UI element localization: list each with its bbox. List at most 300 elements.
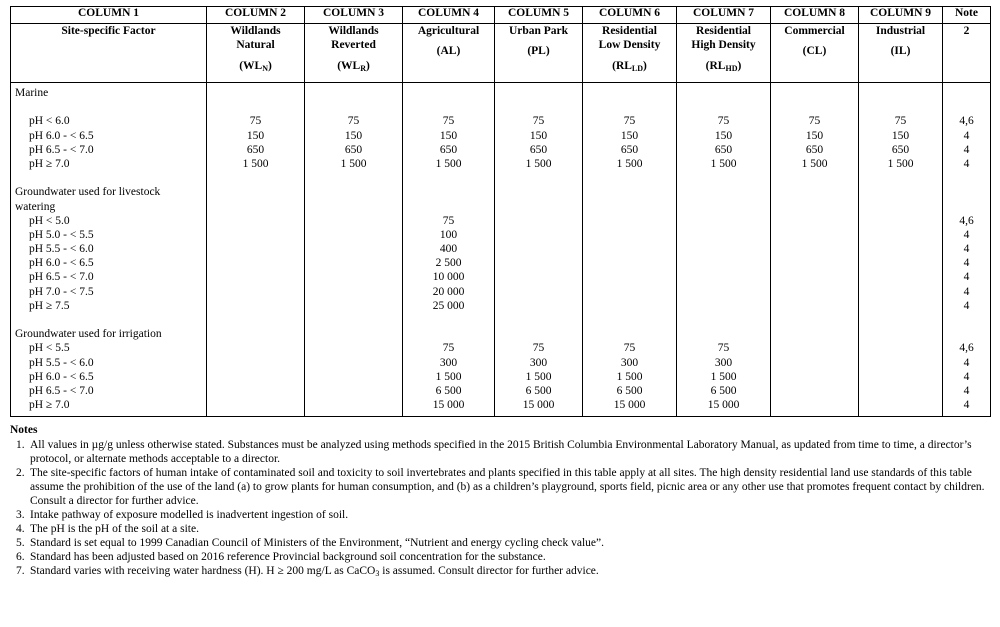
row-note: 4 — [963, 370, 970, 383]
row-value — [207, 299, 304, 313]
note-item — [10, 564, 990, 578]
row-value — [859, 384, 942, 398]
row-label: pH ≥ 7.0 — [29, 157, 70, 170]
row-label: pH 6.0 - < 6.5 — [29, 370, 94, 383]
group-gap — [677, 171, 770, 185]
row-value: 150 — [246, 129, 265, 142]
row-value — [771, 256, 858, 270]
values-rl-ld — [583, 83, 676, 416]
row-value — [859, 285, 942, 299]
row-value — [771, 299, 858, 313]
row-label: pH 6.5 - < 7.0 — [29, 143, 94, 156]
note-item — [10, 438, 990, 466]
row-value — [495, 256, 582, 270]
row-value — [305, 242, 402, 256]
group-title-spacer — [305, 86, 402, 100]
row-value: 1 500 — [616, 370, 643, 383]
row-value: 75 — [717, 115, 730, 128]
group-title-spacer — [305, 185, 402, 199]
row-value: 1 500 — [435, 370, 462, 383]
row-value — [859, 270, 942, 284]
row-value: 2 500 — [435, 257, 462, 270]
row-value: 75 — [347, 115, 360, 128]
row-label: pH 6.5 - < 7.0 — [29, 271, 94, 284]
group-title-spacer — [207, 185, 304, 199]
row-value: 650 — [714, 143, 733, 156]
row-value — [677, 270, 770, 284]
factor-labels — [11, 83, 206, 416]
row-value — [207, 384, 304, 398]
group-title-spacer — [583, 200, 676, 214]
header-rl-hd-line2: High Density — [691, 39, 756, 52]
row-value: 650 — [439, 143, 458, 156]
header-column-4: COLUMN 4 — [403, 7, 495, 24]
row-value — [207, 370, 304, 384]
values-il — [859, 83, 942, 416]
group-title-spacer — [207, 327, 304, 341]
note-number: 5. — [16, 537, 25, 550]
after-group-title-spacer — [943, 100, 990, 114]
note-text: Standard varies with receiving water hardness (H). H ≥ 200 mg/L as CaCO$_3$ is assumed. Consult director for further advice. — [30, 565, 599, 579]
row-value — [583, 256, 676, 270]
group-gap — [403, 313, 494, 327]
row-value: 1 500 — [710, 370, 737, 383]
header-al-line1: Agricultural — [417, 25, 480, 37]
header-residential-low-density — [583, 24, 677, 83]
after-group-title-spacer — [677, 100, 770, 114]
row-value: 650 — [620, 143, 639, 156]
row-value: 1 500 — [801, 157, 828, 170]
row-value — [207, 341, 304, 355]
row-value: 300 — [529, 356, 548, 369]
row-value: 150 — [805, 129, 824, 142]
row-value: 150 — [891, 129, 910, 142]
row-value: 6 500 — [616, 384, 643, 397]
header-column-3: COLUMN 3 — [305, 7, 403, 24]
header-column-7: COLUMN 7 — [677, 7, 771, 24]
row-value — [771, 270, 858, 284]
values-pl — [495, 83, 582, 416]
group-gap — [495, 313, 582, 327]
values-cl — [771, 83, 858, 416]
row-value — [677, 214, 770, 228]
group-title-spacer — [207, 200, 304, 214]
header-rl-hd-line1: Residential — [696, 25, 751, 37]
row-value — [207, 214, 304, 228]
row-value: 150 — [439, 129, 458, 142]
row-value: 75 — [442, 342, 455, 355]
row-value: 1 500 — [340, 157, 367, 170]
group-title: Marine — [15, 87, 49, 99]
header-industrial — [859, 24, 943, 83]
row-value — [305, 341, 402, 355]
values-note — [943, 83, 990, 416]
header-pl-code: (PL) — [527, 45, 550, 58]
body-col-cl — [771, 83, 859, 417]
row-note: 4 — [963, 257, 970, 270]
header-residential-high-density — [677, 24, 771, 83]
group-gap — [583, 171, 676, 185]
notes-heading: Notes — [10, 424, 38, 437]
group-title-spacer — [677, 86, 770, 100]
row-value: 1 500 — [242, 157, 269, 170]
group-gap — [495, 171, 582, 185]
soil-standards-table — [10, 6, 991, 417]
note-item — [10, 508, 990, 522]
group-title-spacer — [943, 86, 990, 100]
row-value — [495, 214, 582, 228]
row-value: 1 500 — [710, 157, 737, 170]
note-item — [10, 466, 990, 508]
body-col-wl-n — [207, 83, 305, 417]
row-value — [583, 228, 676, 242]
body-col-pl — [495, 83, 583, 417]
row-note: 4 — [963, 271, 970, 284]
header-site-specific-factor — [11, 24, 207, 83]
row-value — [771, 384, 858, 398]
after-group-title-spacer — [305, 100, 402, 114]
header-column-1: COLUMN 1 — [11, 7, 207, 24]
group-gap — [15, 171, 206, 185]
row-value — [771, 398, 858, 412]
group-title-spacer — [403, 86, 494, 100]
row-value: 15 000 — [613, 399, 646, 412]
group-title-spacer — [771, 86, 858, 100]
row-value — [677, 285, 770, 299]
row-value: 75 — [717, 342, 730, 355]
note-number: 1. — [16, 439, 25, 452]
group-title-spacer — [859, 327, 942, 341]
group-gap — [305, 313, 402, 327]
row-value — [677, 256, 770, 270]
row-value: 1 500 — [616, 157, 643, 170]
row-label: pH 6.0 - < 6.5 — [29, 129, 94, 142]
row-value — [207, 242, 304, 256]
row-value — [305, 270, 402, 284]
row-value — [207, 285, 304, 299]
row-value — [305, 370, 402, 384]
group-title-spacer — [771, 327, 858, 341]
header-wl-n-code: $(WL_N)$ — [239, 59, 272, 73]
group-title-spacer — [771, 185, 858, 199]
group-title-spacer — [859, 200, 942, 214]
group-gap — [583, 313, 676, 327]
row-value — [859, 356, 942, 370]
row-value — [495, 270, 582, 284]
body-col-al — [403, 83, 495, 417]
row-value: 300 — [439, 356, 458, 369]
body-col-il — [859, 83, 943, 417]
header-wildlands-natural — [207, 24, 305, 83]
group-title-spacer — [495, 86, 582, 100]
group-title-spacer — [403, 185, 494, 199]
group-gap — [859, 313, 942, 327]
row-value — [207, 398, 304, 412]
header-rl-hd-code: $(RL_{HD})$ — [705, 59, 742, 73]
group-title-spacer — [859, 86, 942, 100]
values-wl-n — [207, 83, 304, 416]
group-title-spacer — [943, 200, 990, 214]
group-title-spacer — [583, 327, 676, 341]
after-group-title-spacer — [15, 100, 206, 114]
header-pl-line1: Urban Park — [508, 25, 569, 37]
row-value — [859, 228, 942, 242]
row-value — [305, 228, 402, 242]
row-value — [583, 270, 676, 284]
group-title-spacer — [305, 327, 402, 341]
row-value: 1 500 — [525, 157, 552, 170]
row-value — [771, 285, 858, 299]
note-text: Intake pathway of exposure modelled is inadvertent ingestion of soil. — [30, 509, 349, 522]
row-value — [859, 341, 942, 355]
group-title-spacer — [583, 86, 676, 100]
row-note: 4 — [963, 356, 970, 369]
group-gap — [403, 171, 494, 185]
group-gap — [771, 313, 858, 327]
row-label: pH 5.5 - < 6.0 — [29, 243, 94, 256]
row-value: 6 500 — [435, 384, 462, 397]
row-label: pH < 5.0 — [29, 214, 70, 227]
row-value: 100 — [439, 228, 458, 241]
row-note: 4 — [963, 384, 970, 397]
after-group-title-spacer — [771, 100, 858, 114]
values-rl-hd — [677, 83, 770, 416]
row-value — [771, 214, 858, 228]
row-label: pH 5.5 - < 6.0 — [29, 356, 94, 369]
row-value — [207, 270, 304, 284]
group-title-spacer — [207, 86, 304, 100]
group-title: watering — [15, 200, 56, 213]
note-item — [10, 550, 990, 564]
note-number: 4. — [16, 523, 25, 536]
row-value — [677, 299, 770, 313]
row-value: 150 — [620, 129, 639, 142]
row-value: 150 — [529, 129, 548, 142]
row-value: 75 — [442, 115, 455, 128]
header-column-8: COLUMN 8 — [771, 7, 859, 24]
row-value: 150 — [714, 129, 733, 142]
note-text: Standard has been adjusted based on 2016 reference Provincial background soil concentration for the substance. — [30, 551, 546, 564]
group-gap — [859, 171, 942, 185]
row-value — [677, 228, 770, 242]
header-column-note: Note — [943, 7, 991, 24]
group-gap — [943, 313, 990, 327]
row-value: 1 500 — [887, 157, 914, 170]
group-title-spacer — [403, 200, 494, 214]
header-wl-n-line2: Natural — [236, 39, 275, 52]
after-group-title-spacer — [403, 100, 494, 114]
row-value: 75 — [249, 115, 262, 128]
header-agricultural — [403, 24, 495, 83]
group-gap — [771, 171, 858, 185]
group-gap — [305, 171, 402, 185]
group-gap — [943, 171, 990, 185]
header-column-2: COLUMN 2 — [207, 7, 305, 24]
row-value: 75 — [808, 115, 821, 128]
after-group-title-spacer — [495, 100, 582, 114]
group-title: Groundwater used for irrigation — [15, 328, 162, 341]
group-gap — [207, 171, 304, 185]
group-title-spacer — [495, 327, 582, 341]
row-value — [305, 299, 402, 313]
group-title-spacer — [677, 200, 770, 214]
table-header-row-landuse — [11, 24, 991, 83]
row-value — [305, 384, 402, 398]
header-column-9: COLUMN 9 — [859, 7, 943, 24]
row-value — [207, 228, 304, 242]
row-value — [583, 242, 676, 256]
row-label: pH 7.0 - < 7.5 — [29, 285, 94, 298]
body-col-rl-hd — [677, 83, 771, 417]
row-value: 15 000 — [522, 399, 555, 412]
row-value — [305, 356, 402, 370]
header-wl-r-line1: Wildlands — [328, 25, 379, 37]
note-text: Standard is set equal to 1999 Canadian Council of Ministers of the Environment, “Nutrient and energy cycling check value”. — [30, 537, 604, 550]
header-rl-ld-line2: Low Density — [598, 39, 661, 52]
body-col-rl-ld — [583, 83, 677, 417]
header-il-code: (IL) — [890, 45, 911, 58]
row-note: 4 — [963, 143, 970, 156]
row-value — [771, 242, 858, 256]
header-note-ref — [943, 24, 991, 83]
row-value: 15 000 — [432, 399, 465, 412]
note-number: 3. — [16, 509, 25, 522]
row-value: 75 — [623, 342, 636, 355]
row-note: 4 — [963, 157, 970, 170]
note-text: The site-specific factors of human intake of contaminated soil and toxicity to soil invertebrates and plants specified in this table apply at all sites. The high density residential land use standards of this table assume the prohibition of the use of the land (a) to grow plants for human consumption, and (b) as a children’s playground, sports field, picnic area or any other use that promotes frequent contact by children. Consult a director for further advice. — [30, 467, 985, 508]
group-title-spacer — [495, 185, 582, 199]
group-gap — [677, 313, 770, 327]
values-wl-r — [305, 83, 402, 416]
row-label: pH < 5.5 — [29, 342, 70, 355]
header-commercial — [771, 24, 859, 83]
group-title-spacer — [305, 200, 402, 214]
header-column-5: COLUMN 5 — [495, 7, 583, 24]
row-value: 300 — [714, 356, 733, 369]
group-title-spacer — [403, 327, 494, 341]
row-note: 4,6 — [959, 115, 974, 128]
row-value: 75 — [442, 214, 455, 227]
row-value: 10 000 — [432, 271, 465, 284]
row-value — [771, 228, 858, 242]
row-note: 4,6 — [959, 342, 974, 355]
row-value: 1 500 — [435, 157, 462, 170]
row-label: pH 5.0 - < 5.5 — [29, 228, 94, 241]
row-value: 25 000 — [432, 299, 465, 312]
header-cl-line1: Commercial — [784, 25, 845, 37]
group-title: Groundwater used for livestock — [15, 186, 161, 199]
note-text: All values in µg/g unless otherwise stated. Substances must be analyzed using methods specified in the 2015 British Columbia Environmental Laboratory Manual, as updated from time to time, a director’s protocol, or alternate methods acceptable to a director. — [30, 439, 972, 466]
row-value: 20 000 — [432, 285, 465, 298]
row-value — [859, 256, 942, 270]
row-value: 650 — [529, 143, 548, 156]
row-value — [771, 370, 858, 384]
header-rl-ld-line1: Residential — [602, 25, 657, 37]
row-value: 650 — [344, 143, 363, 156]
row-value — [677, 242, 770, 256]
row-note: 4 — [963, 285, 970, 298]
header-rl-ld-code: $(RL_{LD})$ — [612, 59, 647, 73]
table-header-row-columns — [11, 7, 991, 24]
header-wl-r-code: $(WL_R)$ — [337, 59, 370, 73]
row-value — [495, 285, 582, 299]
row-label: pH < 6.0 — [29, 115, 70, 128]
header-column-6: COLUMN 6 — [583, 7, 677, 24]
row-value — [495, 242, 582, 256]
row-label: pH 6.5 - < 7.0 — [29, 384, 94, 397]
group-gap — [207, 313, 304, 327]
group-title-spacer — [583, 185, 676, 199]
note-text: The pH is the pH of the soil at a site. — [30, 523, 199, 536]
row-note: 4 — [963, 243, 970, 256]
header-wl-n-line1: Wildlands — [230, 25, 281, 37]
row-label: pH ≥ 7.5 — [29, 299, 70, 312]
body-col-wl-r — [305, 83, 403, 417]
row-value: 6 500 — [710, 384, 737, 397]
after-group-title-spacer — [859, 100, 942, 114]
row-value: 6 500 — [525, 384, 552, 397]
table-body-row — [11, 83, 991, 417]
group-title-spacer — [495, 200, 582, 214]
row-value: 75 — [894, 115, 907, 128]
row-value: 300 — [620, 356, 639, 369]
group-title-spacer — [943, 185, 990, 199]
row-value — [771, 341, 858, 355]
after-group-title-spacer — [583, 100, 676, 114]
row-value — [583, 214, 676, 228]
group-gap — [15, 313, 206, 327]
note-number: 2. — [16, 467, 25, 480]
header-wl-r-line2: Reverted — [331, 39, 376, 52]
row-value — [495, 299, 582, 313]
row-note: 4 — [963, 228, 970, 241]
note-item — [10, 536, 990, 550]
row-value: 1 500 — [525, 370, 552, 383]
note-number: 6. — [16, 551, 25, 564]
note-number: 7. — [16, 565, 25, 578]
row-value — [859, 370, 942, 384]
row-value — [207, 256, 304, 270]
row-value — [207, 356, 304, 370]
row-value: 150 — [344, 129, 363, 142]
note-item — [10, 522, 990, 536]
group-title-spacer — [771, 200, 858, 214]
group-title-spacer — [677, 327, 770, 341]
row-value: 75 — [623, 115, 636, 128]
header-il-line1: Industrial — [875, 25, 926, 37]
body-col-note — [943, 83, 991, 417]
after-group-title-spacer — [207, 100, 304, 114]
row-value: 75 — [532, 342, 545, 355]
row-value — [583, 299, 676, 313]
row-value — [859, 242, 942, 256]
row-value — [305, 256, 402, 270]
row-note: 4 — [963, 299, 970, 312]
row-value — [305, 214, 402, 228]
values-al — [403, 83, 494, 416]
row-value: 650 — [891, 143, 910, 156]
row-value: 15 000 — [707, 399, 740, 412]
row-value: 650 — [805, 143, 824, 156]
row-note: 4 — [963, 129, 970, 142]
header-urban-park — [495, 24, 583, 83]
row-label: pH 6.0 - < 6.5 — [29, 257, 94, 270]
group-title-spacer — [859, 185, 942, 199]
row-note: 4 — [963, 399, 970, 412]
row-value — [859, 214, 942, 228]
row-value — [305, 285, 402, 299]
header-cl-code: (CL) — [802, 45, 827, 58]
